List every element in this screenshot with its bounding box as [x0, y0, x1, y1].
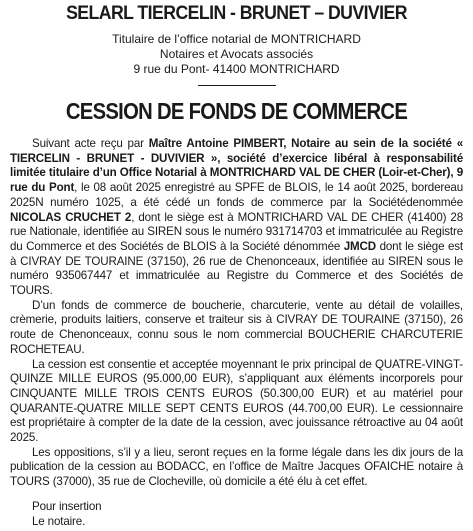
office-line-2: Notaires et Avocats associés: [159, 47, 314, 61]
deed-text-4: dont le siège est à CIVRAY DE TOURAINE (37150), 26 rue de Chenonceaux, identifiée au SIREN sous le numéro 935067447 et immatriculée au Registre du Commerce et des Sociétés de TOURS.: [10, 239, 463, 298]
office-address: 9 rue du Pont- 41400 MONTRICHARD: [133, 62, 340, 76]
office-details: [10, 32, 463, 77]
divider: [198, 85, 276, 86]
office-line-1: Titulaire de l’office notarial de MONTRICHARD: [112, 32, 361, 46]
deed-text-2: , le 08 août 2025 enregistré au SPFE de BLOIS, le 14 août 2025, bordereau 2025N numéro 1025, a été cédé un fonds de commerce par la Sociétédenommée: [10, 181, 463, 209]
seller-name: NICOLAS CRUCHET 2: [10, 210, 132, 224]
notice-title: CESSION DE FONDS DE COMMERCE: [65, 98, 408, 124]
signature-line-2: Le notaire.: [32, 514, 86, 528]
paragraph-deed: [10, 137, 463, 299]
signature-block: [10, 500, 463, 529]
office-name: SELARL TIERCELIN - BRUNET – DUVIVIER: [66, 3, 407, 24]
notice-body: [10, 137, 463, 529]
deed-text-3: , dont le siège est à MONTRICHARD VAL DE CHER (41400) 28 rue Nationale, identifiée au SIREN sous le numéro 931714703 et immatriculée au Registre du Commerce et des Sociétés de BLOIS à la Société dénommée: [10, 210, 463, 253]
notary-name: Maître Antoine PIMBERT, Notaire au sein de la société « TIERCELIN - BRUNET - DUVIVIER », société d’exercice libéral à responsabilité limitée titulaire d’un Office Notarial à MONTRICHARD VAL DE CHER (Loir-et-Cher), 9 rue du Pont: [10, 137, 463, 195]
paragraph-oppositions: Les oppositions, s’il y a lieu, seront reçues en la forme légale dans les dix jours de la publication de la cession au BODACC, en l’office de Maître Jacques OFAICHE notaire à TOURS (37000), 35 rue de Clocheville, où domicile a été élu à cet effet.: [10, 445, 463, 489]
paragraph-business: D’un fonds de commerce de boucherie, charcuterie, vente au détail de volailles, crèmerie, produits laitiers, conserve et traiteur sis à CIVRAY DE TOURAINE (37150), 26 route de Chenonceaux, connu sous le nom commercial BOUCHERIE CHARCUTERIE ROCHETEAU.: [10, 298, 463, 356]
paragraph-price: La cession est consentie et acceptée moyennant le prix principal de QUATRE-VINGT-QUINZE MILLE EUROS (95.000,00 EUR), s’appliquant aux éléments incorporels pour CINQUANTE MILLE TROIS CENTS EUROS (50.300,00 EUR) et au matériel pour QUARANTE-QUATRE MILLE SEPT CENTS EUROS (44.700,00 EUR). Le cessionnaire est propriétaire à compter de la date de la cession, avec jouissance rétroactive au 04 août 2025.: [10, 357, 463, 445]
deed-text-1: Suivant acte reçu par: [32, 137, 149, 150]
signature-line-1: Pour insertion: [32, 499, 102, 513]
buyer-name: JMCD: [343, 239, 377, 253]
